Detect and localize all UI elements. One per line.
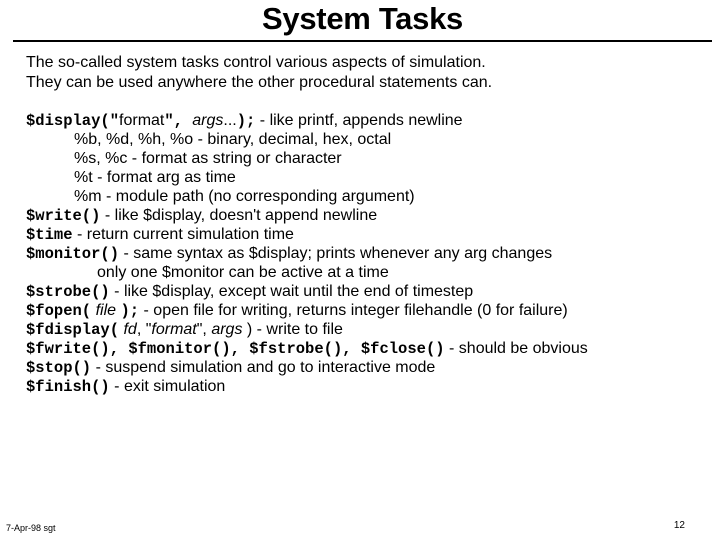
intro-paragraph (26, 53, 492, 93)
code-time: $time (26, 226, 73, 244)
task-time (26, 225, 588, 244)
task-fdisplay (26, 320, 588, 339)
code-close: ); (236, 112, 256, 130)
text-format: format (119, 112, 165, 129)
text-file: file (91, 302, 121, 319)
task-list (26, 111, 588, 396)
intro-line-1: The so-called system tasks control various aspects of simulation. (26, 54, 486, 71)
task-finish (26, 377, 588, 396)
desc-strobe: - like $display, except wait until the end of timestep (109, 283, 474, 300)
code-quote-comma: ", (164, 112, 193, 130)
task-display (26, 111, 588, 130)
text-ellipsis: ... (223, 112, 237, 129)
code-fopen: $fopen( (26, 302, 92, 320)
text-quote-comma: ", (196, 321, 212, 338)
desc-fopen: - open file for writing, returns integer filehandle (0 for failure) (139, 302, 568, 319)
text-format-italic: format (151, 321, 197, 338)
task-stop (26, 358, 588, 377)
format-b-line: %b, %d, %h, %o - binary, decimal, hex, octal (74, 131, 392, 148)
title-rule (13, 40, 712, 42)
format-t-line: %t - format arg as time (74, 169, 236, 186)
task-fopen (26, 301, 588, 320)
task-write (26, 206, 588, 225)
code-strobe: $strobe() (26, 283, 110, 301)
code-write: $write() (26, 207, 101, 225)
task-strobe (26, 282, 588, 301)
format-s-line: %s, %c - format as string or character (74, 150, 342, 167)
task-monitor (26, 244, 588, 263)
text-args: args (192, 112, 224, 129)
slide-title: System Tasks (262, 1, 463, 36)
desc-display: - like printf, appends newline (255, 112, 463, 129)
format-m-line: %m - module path (no corresponding argument) (74, 188, 415, 205)
text-fd: fd (119, 321, 137, 338)
footer-date: 7-Apr-98 sgt (6, 523, 56, 533)
code-fwrite: $fwrite(), $fmonitor(), $fstrobe(), $fclose() (26, 340, 445, 358)
code-fopen-close: ); (120, 302, 140, 320)
intro-line-2: They can be used anywhere the other procedural statements can. (26, 74, 493, 91)
text-comma-quote: , " (136, 321, 152, 338)
text-args-italic: args (211, 321, 243, 338)
desc-fwrite: - should be obvious (444, 340, 588, 357)
page-number: 12 (673, 520, 685, 531)
code-stop: $stop() (26, 359, 92, 377)
desc-stop: - suspend simulation and go to interactive mode (91, 359, 436, 376)
desc-time: - return current simulation time (72, 226, 294, 243)
desc-fdisplay: ) - write to file (242, 321, 343, 338)
code-fdisplay: $fdisplay( (26, 321, 120, 339)
desc-write: - like $display, doesn't append newline (100, 207, 378, 224)
desc-monitor: - same syntax as $display; prints whenever any arg changes (119, 245, 553, 262)
code-finish: $finish() (26, 378, 110, 396)
task-fwrite (26, 339, 588, 358)
code-display: $display(" (26, 112, 120, 130)
desc-finish: - exit simulation (109, 378, 226, 395)
code-monitor: $monitor() (26, 245, 120, 263)
monitor-note: only one $monitor can be active at a time (97, 264, 389, 281)
